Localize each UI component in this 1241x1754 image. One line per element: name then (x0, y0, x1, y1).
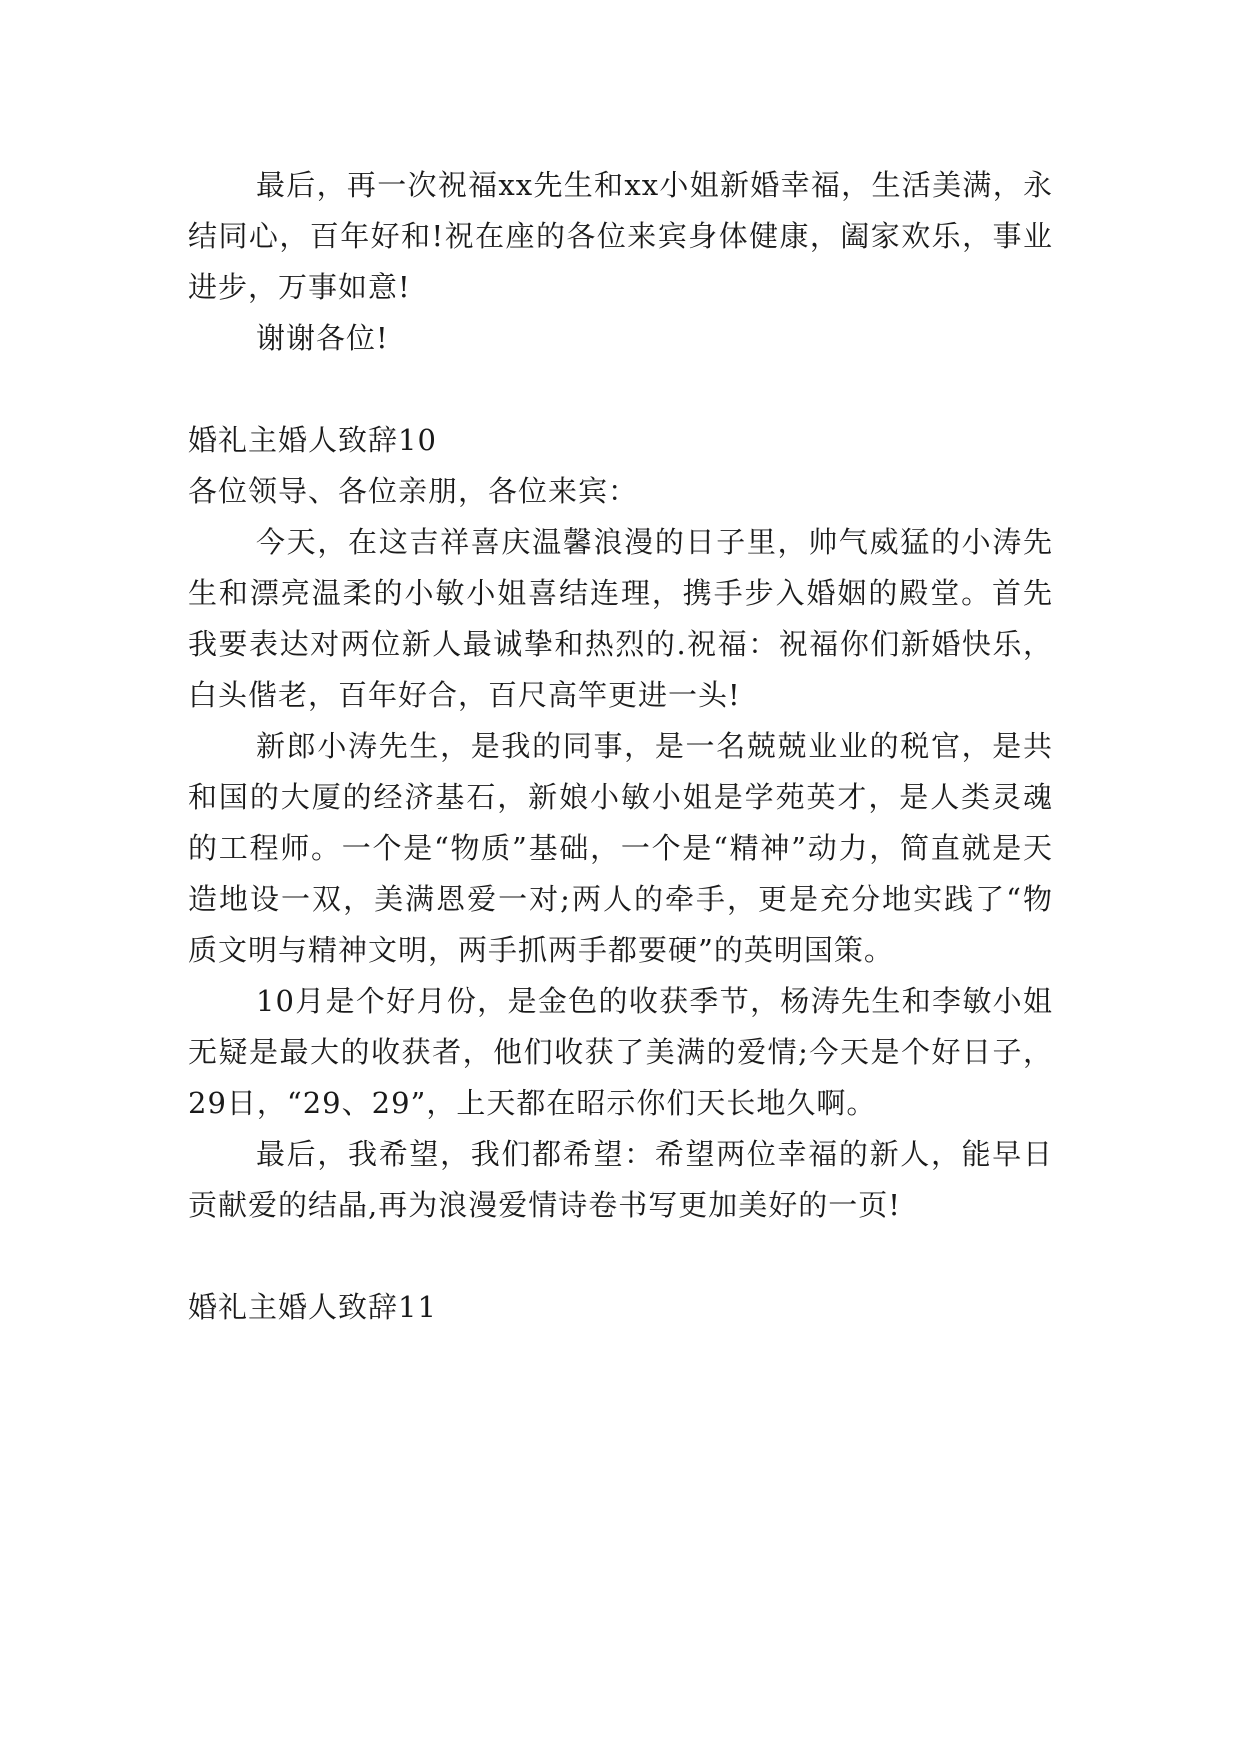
section-title-10: 婚礼主婚人致辞10 (188, 423, 437, 457)
paragraph-1: 今天，在这吉祥喜庆温馨浪漫的日子里，帅气威猛的小涛先生和漂亮温柔的小敏小姐喜结连理，携手步入婚姻的殿堂。首先我要表达对两位新人最诚挚和热烈的.祝福：祝福你们新婚快乐，白头偕老，百年好合，百尺高竿更进一头! (188, 525, 1053, 712)
salutation: 各位领导、各位亲朋，各位来宾： (188, 474, 639, 508)
thanks-line: 谢谢各位! (256, 321, 389, 355)
document-body (188, 160, 1053, 1333)
closing-paragraph: 最后，再一次祝福xx先生和xx小姐新婚幸福，生活美满，永结同心，百年好和!祝在座的各位来宾身体健康，阖家欢乐，事业进步，万事如意! (188, 168, 1053, 304)
paragraph-3: 10月是个好月份，是金色的收获季节，杨涛先生和李敏小姐无疑是最大的收获者，他们收获了美满的爱情;今天是个好日子，29日，“29、29”，上天都在昭示你们天长地久啊。 (188, 984, 1053, 1120)
paragraph-2: 新郎小涛先生，是我的同事，是一名兢兢业业的税官，是共和国的大厦的经济基石，新娘小敏小姐是学苑英才，是人类灵魂的工程师。一个是“物质”基础，一个是“精神”动力，简直就是天造地设一双，美满恩爱一对;两人的牵手，更是充分地实践了“物质文明与精神文明，两手抓两手都要硬”的英明国策。 (188, 729, 1053, 967)
section-title-11: 婚礼主婚人致辞11 (188, 1290, 437, 1324)
paragraph-4: 最后，我希望，我们都希望：希望两位幸福的新人，能早日贡献爱的结晶,再为浪漫爱情诗卷书写更加美好的一页! (188, 1137, 1053, 1222)
section-spacer (188, 1231, 1053, 1282)
section-spacer (188, 364, 1053, 415)
